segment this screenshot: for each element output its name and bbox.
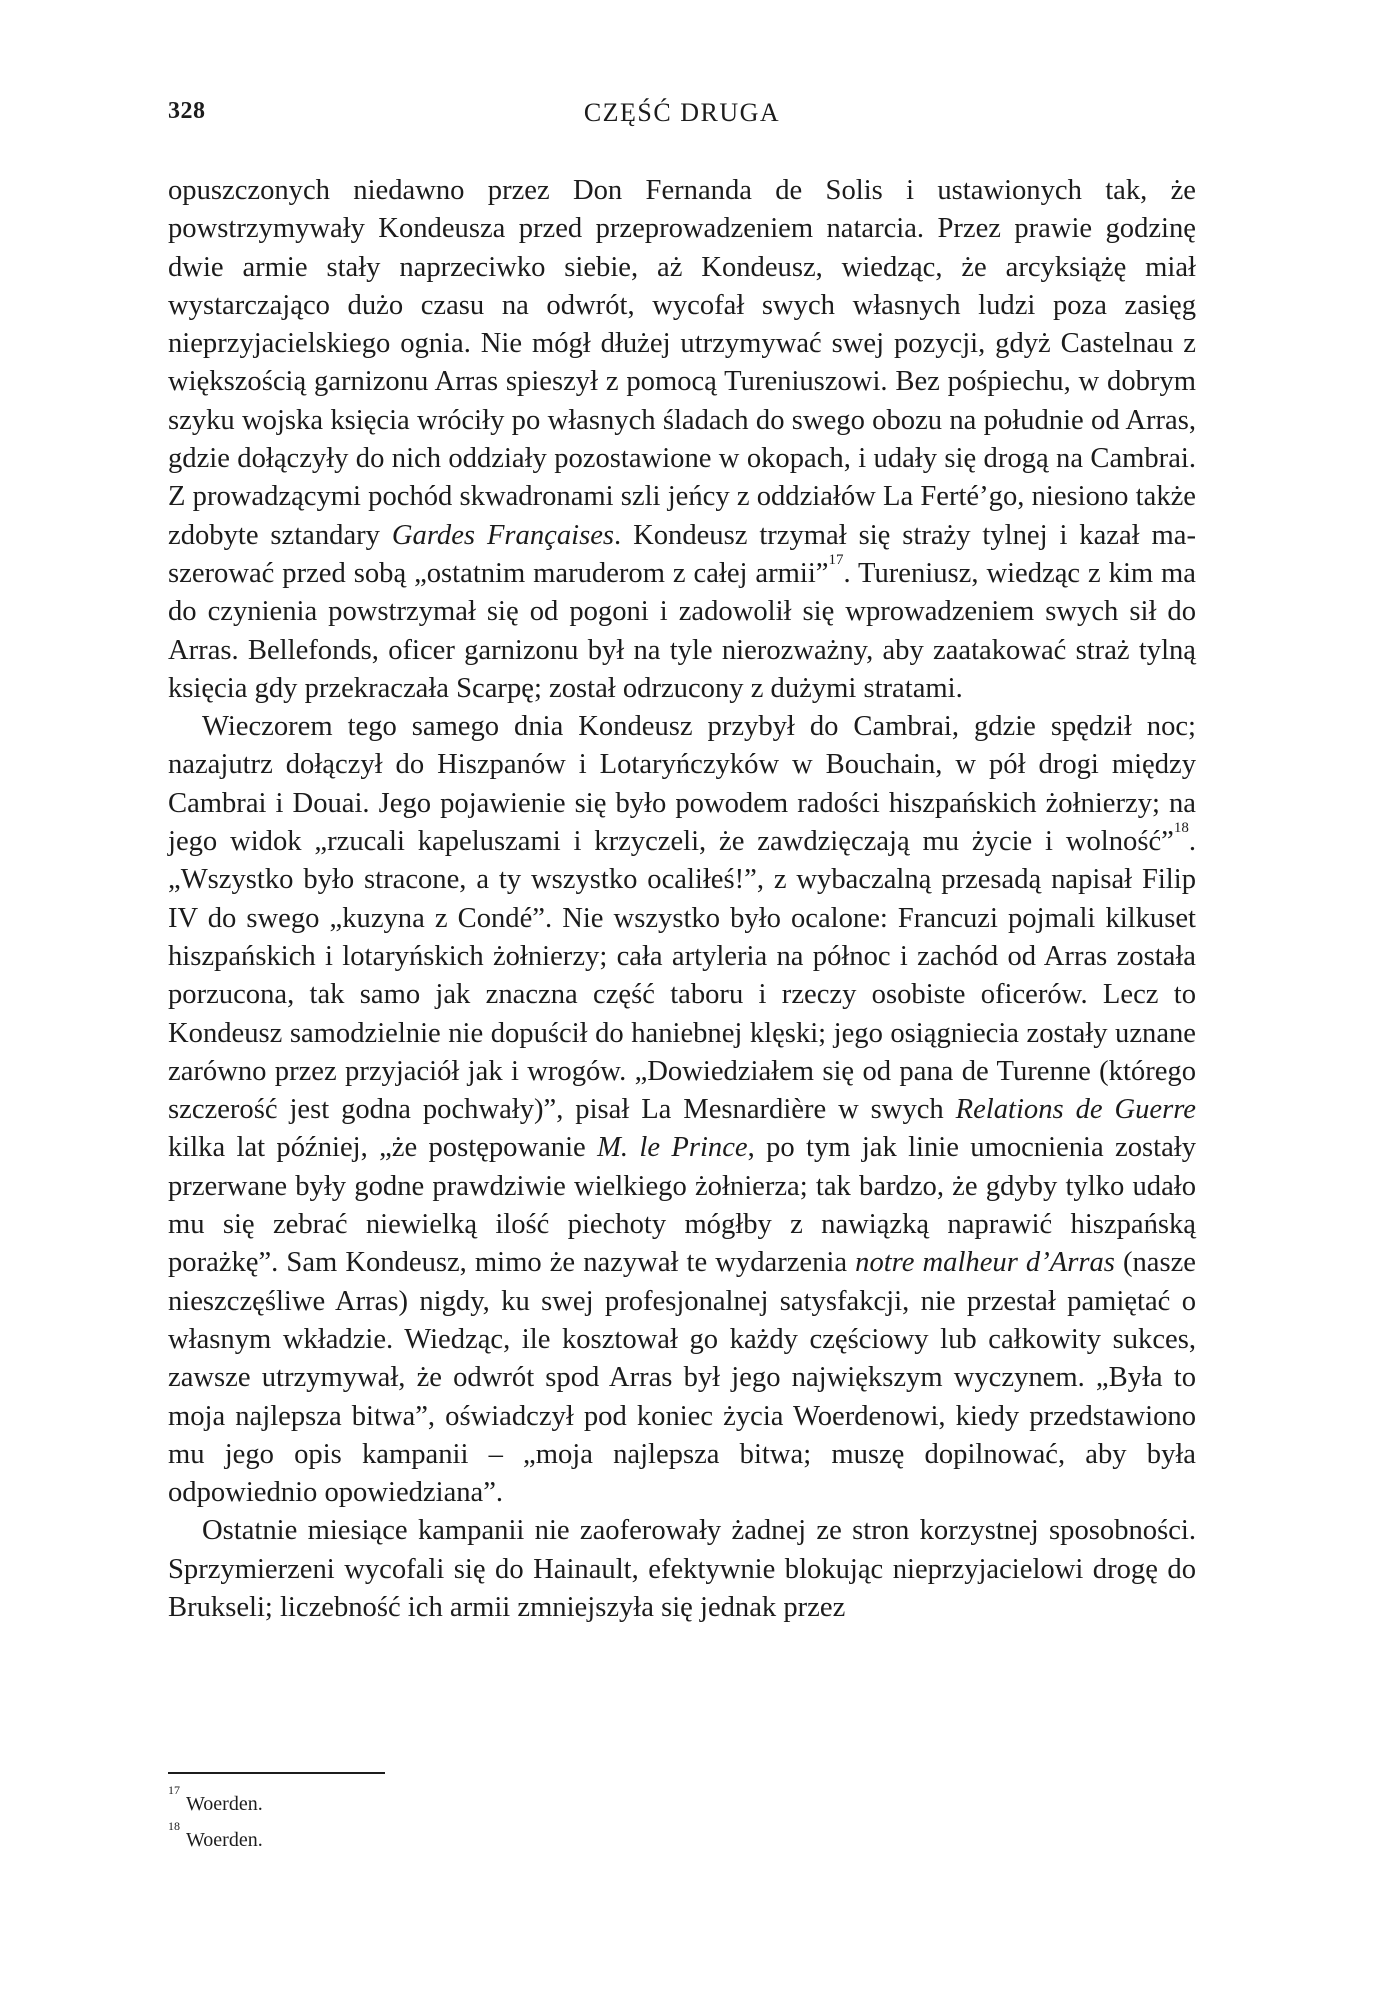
paragraph — [168, 1512, 1196, 1627]
footnotes — [168, 1772, 768, 1858]
footnote-18 — [168, 1819, 768, 1858]
footnote-text: Woerden. — [186, 1829, 263, 1851]
footnote-number: 18 — [168, 1819, 180, 1833]
text-run: opuszczonych niedawno przez Don Fernanda de Solis i ustawionych tak, że powstrzymywały Kondeusza przed przeprowadzeniem natarcia. Przez prawie godzinę dwie armie stały naprzeciwko siebie, aż Kondeusz, wiedząc, że arcyksiążę miał wystarczająco dużo czasu na odwrót, wycofał swych własnych ludzi poza zasięg nieprzyjacielskiego ognia. Nie mógł dłużej utrzymywać swej pozycji, gdyż Castelnau z większością garnizonu Arras spieszył z pomocą Tureniuszowi. Bez pośpiechu, w dobrym szyku wojska księcia wróciły po własnych śladach do swego obozu na południe od Arras, gdzie dołączyły do nich oddziały pozostawione w okopach, i udały się drogą na Cambrai. Z prowadzącymi pochód skwadronami szli jeńcy z oddziałów La Ferté’go, niesiono także zdobyte sztandary — [168, 175, 1196, 551]
footnote-reference: 17 — [828, 551, 844, 568]
italic-text: Gardes Françaises — [391, 519, 615, 551]
footnote-text: Woerden. — [186, 1793, 263, 1815]
footnote-separator — [168, 1772, 385, 1774]
text-run: . Kondeusz trzymał się straży tylnej i kazał maszerować przed sobą „ostatnim maruderom z całej armii” — [168, 519, 1196, 589]
text-run: . Tureniusz, wiedząc z kim ma do czynienia powstrzymał się od pogoni i zadowolił się wprowadzeniem swych sił do Arras. Bellefonds, oficer garnizonu był na tyle nierozważny, aby zaatakować straż tylną księcia gdy przekraczała Scarpę; został odrzucony z dużymi stratami. — [168, 557, 1196, 704]
italic-text: M. le Prince — [597, 1132, 748, 1164]
paragraph — [168, 172, 1196, 708]
page-number: 328 — [168, 98, 206, 124]
body-text — [168, 172, 1196, 1627]
footnote-reference: 18 — [1173, 820, 1189, 837]
paragraph — [168, 708, 1196, 1512]
text-run: . „Wszystko było stracone, a ty wszystko ocaliłeś!”, z wybaczalną przesadą napisał Filip IV do swego „kuzyna z Condé”. Nie wszystko było ocalone: Francuzi pojmali kilkuset hiszpańskich i lotaryńskich żołnierzy; cała artyleria na północ i zachód od Arras została porzucona, tak samo jak znaczna część taboru i rzeczy osobiste oficerów. Lecz to Kondeusz samodzielnie nie dopuścił do haniebnej klęski; jego osiągniecia zostały uznane zarówno przez przyjaciół jak i wrogów. „Dowiedziałem się od pana de Turenne (którego szczerość jest godna pochwały)”, pisał La Mesnardière w swych — [168, 826, 1196, 1126]
running-head: CZĘŚĆ DRUGA — [583, 98, 781, 127]
page-header — [168, 98, 1196, 138]
footnote-17 — [168, 1783, 768, 1822]
text-run: (nasze nieszczęśliwe Arras) nigdy, ku swej profesjonalnej satysfakcji, nie przestał pamiętać o własnym wkładzie. Wiedząc, ile kosztował go każdy częściowy lub całkowity sukces, zawsze utrzymywał, że odwrót spod Arras był jego największym wyczynem. „Była to moja najlepsza bitwa”, oświadczył pod koniec życia Woerdenowi, kiedy przedstawiono mu jego opis kampanii – „moja najlepsza bitwa; muszę dopilnować, aby była odpowiednio opowiedziana”. — [168, 1247, 1196, 1509]
italic-text: notre malheur d’Arras — [855, 1247, 1115, 1279]
text-run: kilka lat później, „że postępowanie — [168, 1132, 598, 1164]
text-run: , po tym jak linie umocnienia zostały przerwane były godne prawdziwie wielkiego żołnierza; tak bardzo, że gdyby tylko udało mu się zebrać niewielką ilość piechoty mógłby z nawiązką naprawić hiszpańską porażkę”. Sam Kondeusz, mimo że nazywał te wydarzenia — [168, 1132, 1196, 1279]
footnote-number: 17 — [168, 1783, 180, 1797]
text-run: Wieczorem tego samego dnia Kondeusz przybył do Cambrai, gdzie spędził noc; nazajutrz dołączył do Hiszpanów i Lotaryńczyków w Bouchain, w pół drogi między Cambrai i Douai. Jego pojawienie się było powodem radości hiszpańskich żołnierzy; na jego widok „rzucali kapeluszami i krzyczeli, że zawdzięczają mu życie i wolność” — [168, 711, 1196, 858]
italic-text: Relations de Guerre — [955, 1094, 1196, 1126]
text-run: Ostatnie miesiące kampanii nie zaoferowały żadnej ze stron korzystnej sposobności. Sprzymierzeni wycofali się do Hainault, efektywnie blokując nieprzyjacielowi drogę do Brukseli; liczebność ich armii zmniejszyła się jednak przez — [168, 1515, 1196, 1623]
